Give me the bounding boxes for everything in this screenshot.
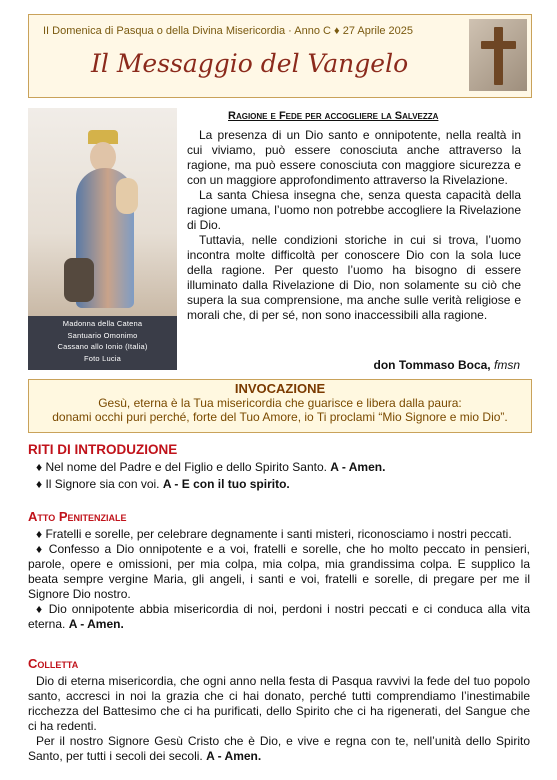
photo-caption: [28, 318, 177, 364]
page-title: Il Messaggio del Vangelo: [91, 49, 409, 78]
header-subtitle: II Domenica di Pasqua o della Divina Misericordia · Anno C ♦ 27 Aprile 2025: [43, 25, 414, 37]
atto-paragraph: ♦ Dio onnipotente abbia misericordia di noi, perdoni i nostri peccati e ci conduca alla vita eterna. A - Amen.: [28, 602, 530, 631]
riti-section: [28, 442, 530, 494]
madonna-photo: [28, 108, 177, 370]
atto-paragraph: ♦ Confesso a Dio onnipotente e a voi, fratelli e sorelle, che ho molto peccato in pensieri, parole, opere e omissioni, per mia colpa, mia colpa, mia grandissima colpa. E supplico la beata sempre vergine Maria, gli angeli, i santi e voi, fratelli e sorelle, di pregare per me il Signore Dio nostro.: [28, 542, 530, 601]
caption-line: Madonna della Catena: [62, 319, 143, 328]
article-paragraph: La presenza di un Dio santo e onnipotente, nella realtà in cui viviamo, può essere conosciuta anche attraverso la ragione, ma può essere conosciuta con maggiore sicurezza e con un maggiore approfondimento attraverso la Rivelazione.: [187, 128, 521, 187]
article-body: [187, 128, 521, 323]
caption-line: Cassano allo Ionio (Italia): [57, 342, 148, 351]
colletta-section: [28, 656, 530, 764]
article-signature: [374, 358, 520, 372]
signature-name: don Tommaso Boca,: [373, 358, 491, 372]
article-paragraph: La santa Chiesa insegna che, senza questa capacità della ragione umana, l’uomo non potrebbe accogliere la Rivelazione di Dio.: [187, 188, 521, 232]
invocation-line: donami occhi puri perché, forte del Tuo Amore, io Ti proclami “Mio Signore e mio Dio”.: [52, 410, 508, 424]
atto-section: [28, 509, 530, 632]
riti-item: ♦ Il Signore sia con voi. A - E con il tuo spirito.: [36, 477, 290, 491]
invocation-title: INVOCAZIONE: [234, 381, 326, 396]
invocation-box: [28, 379, 532, 433]
colletta-paragraph: Dio di eterna misericordia, che ogni anno nella festa di Pasqua ravvivi la fede del tuo popolo santo, accresci in noi la grazia che ci hai donato, perché tutti comprendiamo l’inestimabile ricchezza del Battesimo che ci ha purificati, dello Spirito che ci ha rigenerati, del Sangue che ci ha redenti.: [28, 674, 530, 733]
riti-item: ♦ Nel nome del Padre e del Figlio e dello Spirito Santo. A - Amen.: [36, 460, 386, 474]
caption-line: Santuario Omonimo: [67, 330, 138, 340]
wooden-cross-icon: [494, 27, 503, 85]
caption-line: Foto Lucia: [83, 353, 122, 363]
cross-image: [469, 19, 527, 91]
colletta-paragraph: Per il nostro Signore Gesù Cristo che è Dio, e vive e regna con te, nell’unità dello Spirito Santo, per tutti i secoli dei secoli. A - Amen.: [28, 734, 530, 763]
header-banner: [28, 14, 532, 98]
article-title: Ragione e Fede per accogliere la Salvezza: [228, 110, 439, 122]
article-paragraph: Tuttavia, nelle condizioni storiche in cui si trova, l’uomo incontra molte difficoltà per conoscere Dio con la sola luce della ragione. Per questo l’uomo ha bisogno di essere illuminato dalla Rivelazione di Dio, non solamente su ciò che supera la sua comprensione, ma anche sulle verità religiose e morali che, di per sé, non sono inaccessibili alla ragione.: [187, 233, 521, 322]
riti-title: RITI DI INTRODUZIONE: [28, 442, 178, 457]
atto-paragraph: ♦ Fratelli e sorelle, per celebrare degnamente i santi misteri, riconosciamo i nostri peccati.: [36, 527, 512, 541]
statue-image: [28, 108, 177, 316]
signature-order: fmsn: [493, 358, 520, 372]
atto-title: Atto Penitenziale: [28, 509, 127, 524]
colletta-title: Colletta: [28, 656, 79, 671]
invocation-line: Gesù, eterna è la Tua misericordia che guarisce e libera dalla paura:: [98, 396, 462, 410]
